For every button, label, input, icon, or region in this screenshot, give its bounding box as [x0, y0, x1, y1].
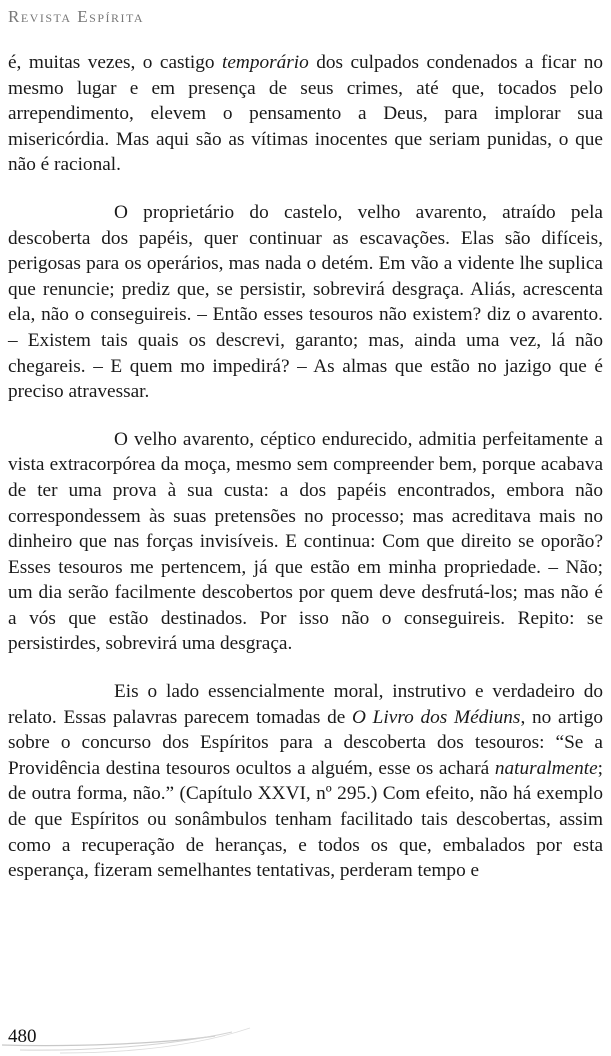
page-body [8, 50, 603, 884]
page-number: 480 [8, 1026, 37, 1047]
paragraph-2: O proprietário do castelo, velho avarento, atraído pela descoberta dos papéis, quer continuar as escavações. Elas são difíceis, perigosas para os operários, mas nada o detém. Em vão a vidente lhe suplica que renuncie; prediz que, se persistir, sobrevirá desgraça. Aliás, acrescenta ela, não o conseguireis. – Então esses tesouros não existem? diz o avarento. – Existem tais quais os descrevi, garanto; mas, ainda uma vez, lá não chegareis. – E quem mo impedirá? – As almas que estão no jazigo que é preciso atravessar. [8, 201, 603, 403]
paragraph-4: Eis o lado essencialmente moral, instrutivo e verdadeiro do relato. Essas palavras parecem tomadas de O Livro dos Médiuns, no artigo sobre o concurso dos Espíritos para a descoberta dos tesouros: “Se a Providência destina tesouros ocultos a alguém, esse os achará naturalmente; de outra forma, não.” (Capítulo XXVI, nº 295.) Com efeito, não há exemplo de que Espíritos ou sonâmbulos tenham facilitado tais descobertas, assim como a recuperação de heranças, e todos os que, embalados por esta esperança, fizeram semelhantes tentativas, perderam tempo e [8, 681, 604, 882]
decorative-swoosh-icon [0, 1018, 260, 1056]
running-head: Revista Espírita [8, 7, 145, 26]
paragraph-1: é, muitas vezes, o castigo temporário dos culpados condenados a ficar no mesmo lugar e em presença de seus crimes, até que, tocados pelo arrependimento, elevem o pensamento a Deus, para implorar sua misericórdia. Mas aqui são as vítimas inocentes que seriam punidas, o que não é racional. [8, 52, 603, 176]
page-footer [0, 1018, 611, 1056]
paragraph-3: O velho avarento, céptico endurecido, admitia perfeitamente a vista extracorpórea da moça, mesmo sem compreender bem, porque acabava de ter uma prova à sua custa: a dos papéis encontrados, embora não correspondessem às suas pretensões no processo; mas acreditava mais no dinheiro que nas forças invisíveis. E continua: Com que direito se oporão? Esses tesouros me pertencem, já que estão em minha propriedade. – Não; um dia serão facilmente descobertos por quem deve desfrutá-los; mas não é a vós que estão destinados. Por isso não o conseguireis. Repito: se persistirdes, sobrevirá uma desgraça. [8, 428, 603, 655]
